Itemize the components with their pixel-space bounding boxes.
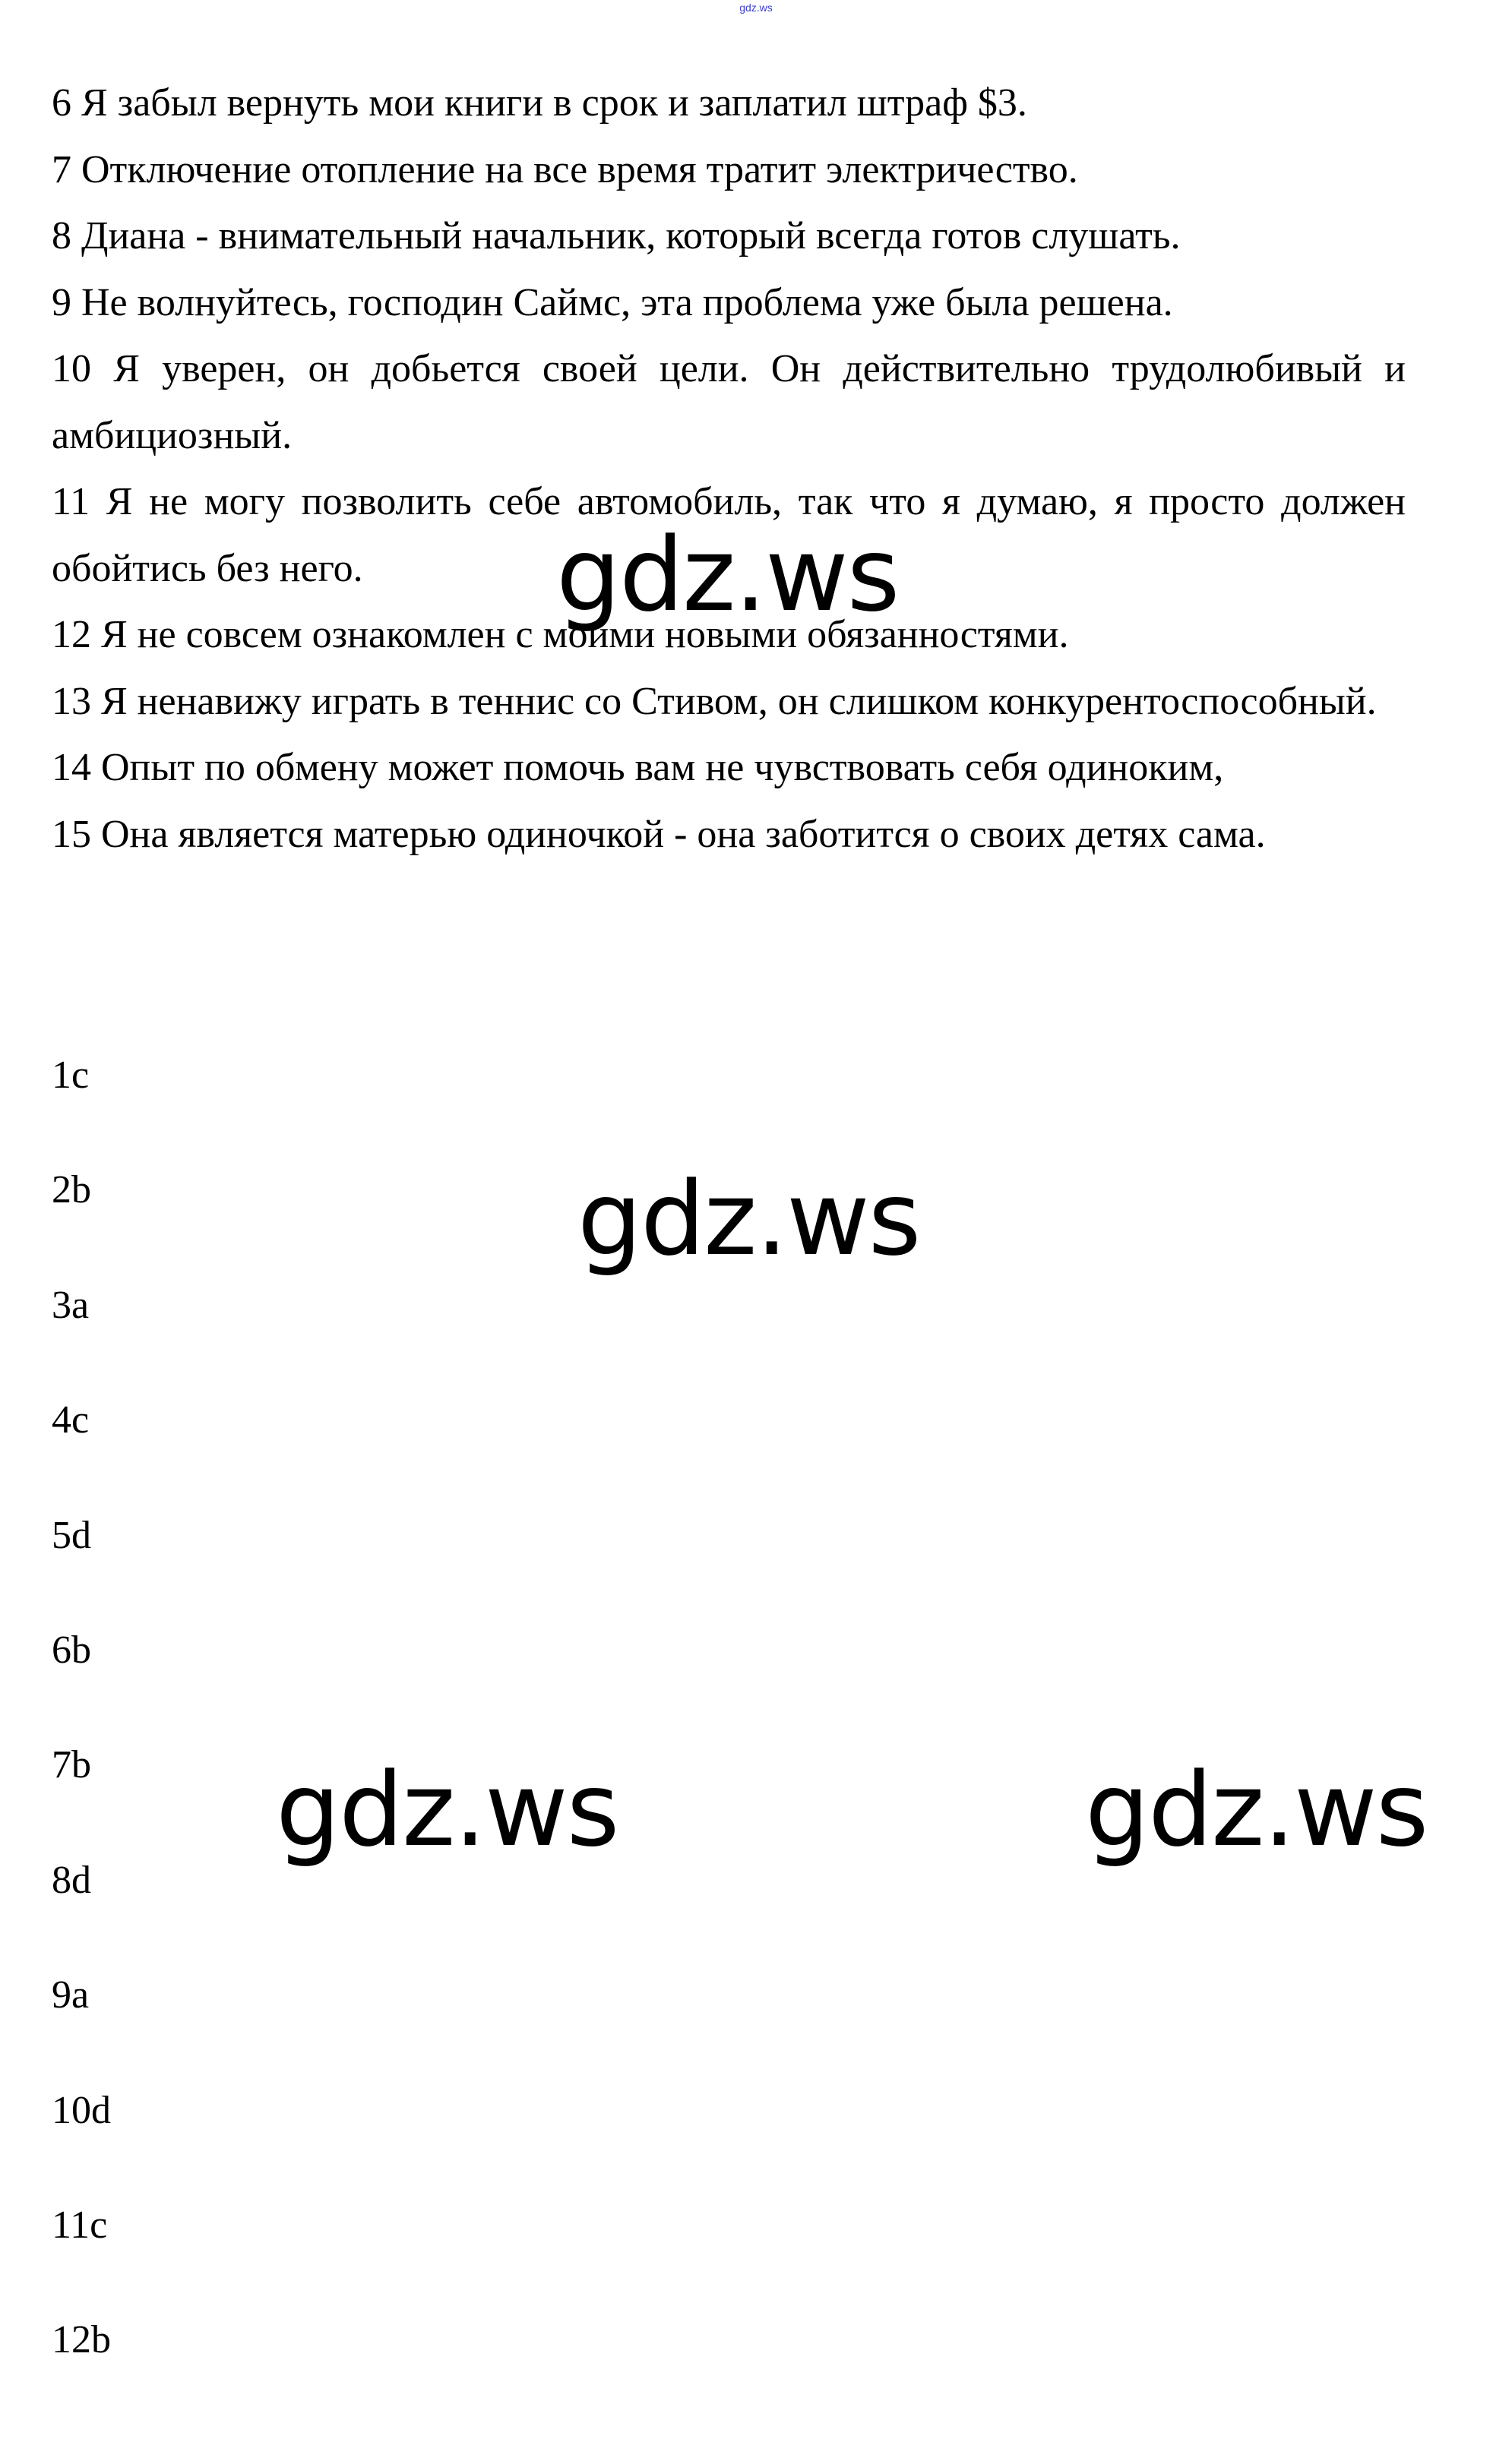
answer-key-list: [52, 1053, 111, 2433]
watermark: gdz.ws: [1085, 1751, 1428, 1869]
sentence-10: 10 Я уверен, он добьется своей цели. Он действительно трудолюбивый и амбициозный.: [52, 347, 1406, 457]
answer-item: 4c: [52, 1398, 90, 1442]
translated-sentences-list: [52, 70, 1406, 867]
sentence-8: 8 Диана - внимательный начальник, который всегда готов слушать.: [52, 214, 1181, 257]
sentence-11: 11 Я не могу позволить себе автомобиль, так что я думаю, я просто должен обойтись без него.: [52, 480, 1406, 590]
sentence-9: 9 Не волнуйтесь, господин Саймс, эта проблема уже была решена.: [52, 280, 1173, 324]
answer-item: 10d: [52, 2088, 111, 2132]
answer-item: 8d: [52, 1858, 91, 1902]
answer-item: 11c: [52, 2203, 108, 2247]
answer-item: 5d: [52, 1513, 91, 1557]
sentence-7: 7 Отключение отопление на все время тратит электричество.: [52, 147, 1078, 191]
sentence-14: 14 Опыт по обмену может помочь вам не чувствовать себя одиноким,: [52, 746, 1224, 789]
answer-item: 6b: [52, 1628, 91, 1672]
watermark: gdz.ws: [577, 1160, 920, 1278]
answer-item: 1c: [52, 1054, 90, 1097]
answer-item: 9a: [52, 1973, 90, 2017]
sentence-12: 12 Я не совсем ознакомлен с моими новыми обязанностями.: [52, 613, 1069, 656]
answer-item: 7b: [52, 1743, 91, 1787]
answer-item: 12b: [52, 2318, 111, 2362]
answer-item: 3a: [52, 1283, 90, 1327]
watermark: gdz.ws: [556, 516, 899, 634]
sentence-15: 15 Она является матерью одиночкой - она заботится о своих детях сама.: [52, 812, 1266, 856]
header-watermark: gdz.ws: [739, 2, 773, 14]
sentence-13: 13 Я ненавижу играть в теннис со Стивом, он слишком конкурентоспособный.: [52, 679, 1377, 723]
watermark: gdz.ws: [276, 1751, 618, 1869]
answer-item: 2b: [52, 1168, 91, 1212]
sentence-6: 6 Я забыл вернуть мои книги в срок и заплатил штраф $3.: [52, 81, 1027, 125]
